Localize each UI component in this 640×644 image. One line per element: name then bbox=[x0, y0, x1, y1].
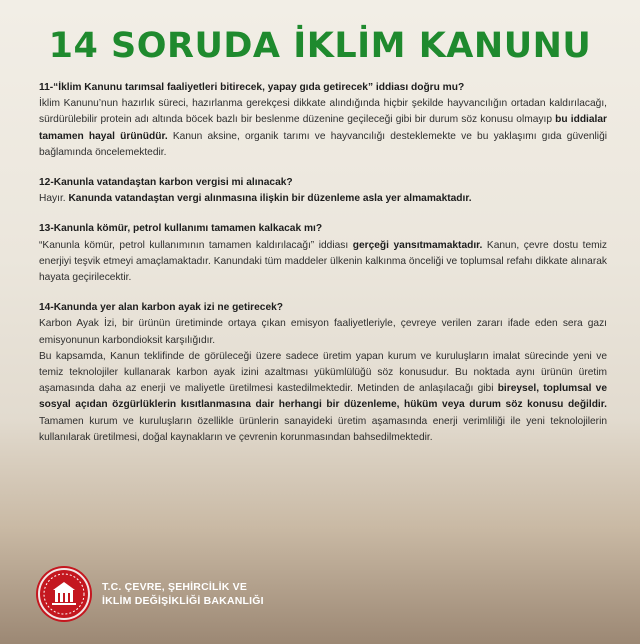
qa-item-13 bbox=[39, 221, 607, 286]
answer-13-text: “Kanunla kömür, petrol kullanımının tamamen kaldırılacağı” iddiası bbox=[39, 239, 353, 251]
qa-item-11 bbox=[39, 80, 607, 161]
page-title: 14 SORUDA İKLİM KANUNU bbox=[48, 26, 592, 66]
question-14: 14-Kanunda yer alan karbon ayak izi ne getirecek? bbox=[39, 302, 284, 314]
answer-14-paragraph-2 bbox=[39, 349, 607, 446]
ministry-name-line-2: İKLİM DEĞİŞİKLİĞİ BAKANLIĞI bbox=[102, 595, 264, 607]
answer-14-text: Bu kapsamda, Kanun teklifinde de görüleceği üzere sadece üretim yapan kurum ve kuruluşların imalat sürecinde yeni ve temiz teknolojiler kullanarak karbon ayak izini azaltması yükümlülüğü söz konusudur. Bu noktada aynı ürünün üretim aşamasında daha az enerji ve maliyetle üretilmesi kastedilmektedir. Metinden de anlaşılacağı gibi bbox=[39, 350, 607, 395]
ministry-name bbox=[102, 580, 264, 608]
ministry-name-line-1: T.C. ÇEVRE, ŞEHİRCİLİK VE bbox=[102, 581, 248, 593]
ministry-logo bbox=[38, 568, 264, 620]
question-12: 12-Kanunla vatandaştan karbon vergisi mi alınacak? bbox=[39, 177, 293, 189]
answer-13-emphasis: gerçeği yansıtmamaktadır. bbox=[352, 239, 483, 251]
answer-12-emphasis: Kanunda vatandaştan vergi alınmasına ilişkin bir düzenleme asla yer almamaktadır. bbox=[68, 193, 472, 205]
answer-13-text-end: Kanun, çevre dostu temiz enerjiyi teşvik etmeyi amaçlamaktadır. Kanundaki tüm maddeler ülkenin kalkınma önceliği ve toplumsal refahı dikkate alınarak hayata geçirilecektir. bbox=[39, 239, 607, 284]
answer-14-paragraph-1: Karbon Ayak İzi, bir ürünün üretiminde ortaya çıkan emisyon faaliyetleriyle, çevreye verilen zararı ifade eden sera gazı emisyonunun karbondioksit karşılığıdır. bbox=[39, 318, 607, 346]
qa-content bbox=[39, 80, 607, 460]
question-13: 13-Kanunla kömür, petrol kullanımı tamamen kalkacak mı? bbox=[39, 223, 323, 235]
answer-12-text: Hayır. bbox=[39, 193, 69, 205]
answer-11-emphasis: bu iddialar tamamen hayal ürünüdür. bbox=[39, 114, 608, 142]
qa-item-12 bbox=[39, 175, 607, 207]
answer-11-text: İklim Kanunu’nun hazırlık süreci, hazırlanma gerekçesi dikkate alındığında hiçbir şekilde hayvancılığın ortadan kaldırılacağı, sürdürülebilir protein adı altında böcek bazlı bir beslenme düzenine geçileceği gibi bir durum söz konusu olmayıp bbox=[39, 98, 607, 126]
answer-13 bbox=[39, 238, 607, 287]
answer-12 bbox=[39, 191, 607, 207]
ministry-seal-icon bbox=[38, 568, 90, 620]
question-11: 11-“İklim Kanunu tarımsal faaliyetleri bitirecek, yapay gıda getirecek” iddiası doğru mu? bbox=[39, 82, 465, 93]
answer-11 bbox=[39, 96, 607, 161]
answer-14-emphasis: bireysel, toplumsal ve sosyal açıdan özgürlüklerin kısıtlanmasına dair herhangi bir düzenleme, hüküm veya durum söz konusu değildir. bbox=[39, 383, 607, 411]
answer-11-text-end: Kanun aksine, organik tarımı ve hayvancılığı desteklemekte ve bu yaklaşımı gıda güvenliği bağlamında öncelemektedir. bbox=[39, 130, 607, 158]
qa-item-14 bbox=[39, 300, 607, 446]
answer-14-text-end: Tamamen kurum ve kuruluşların özellikle ürünlerin sanayideki üretim aşamasında enerji verimliliği ile yeni teknolojilerin kullanılarak üretilmesi, doğal kaynakların ve çevrenin korunmasından bahsedilmektedir. bbox=[39, 415, 607, 443]
